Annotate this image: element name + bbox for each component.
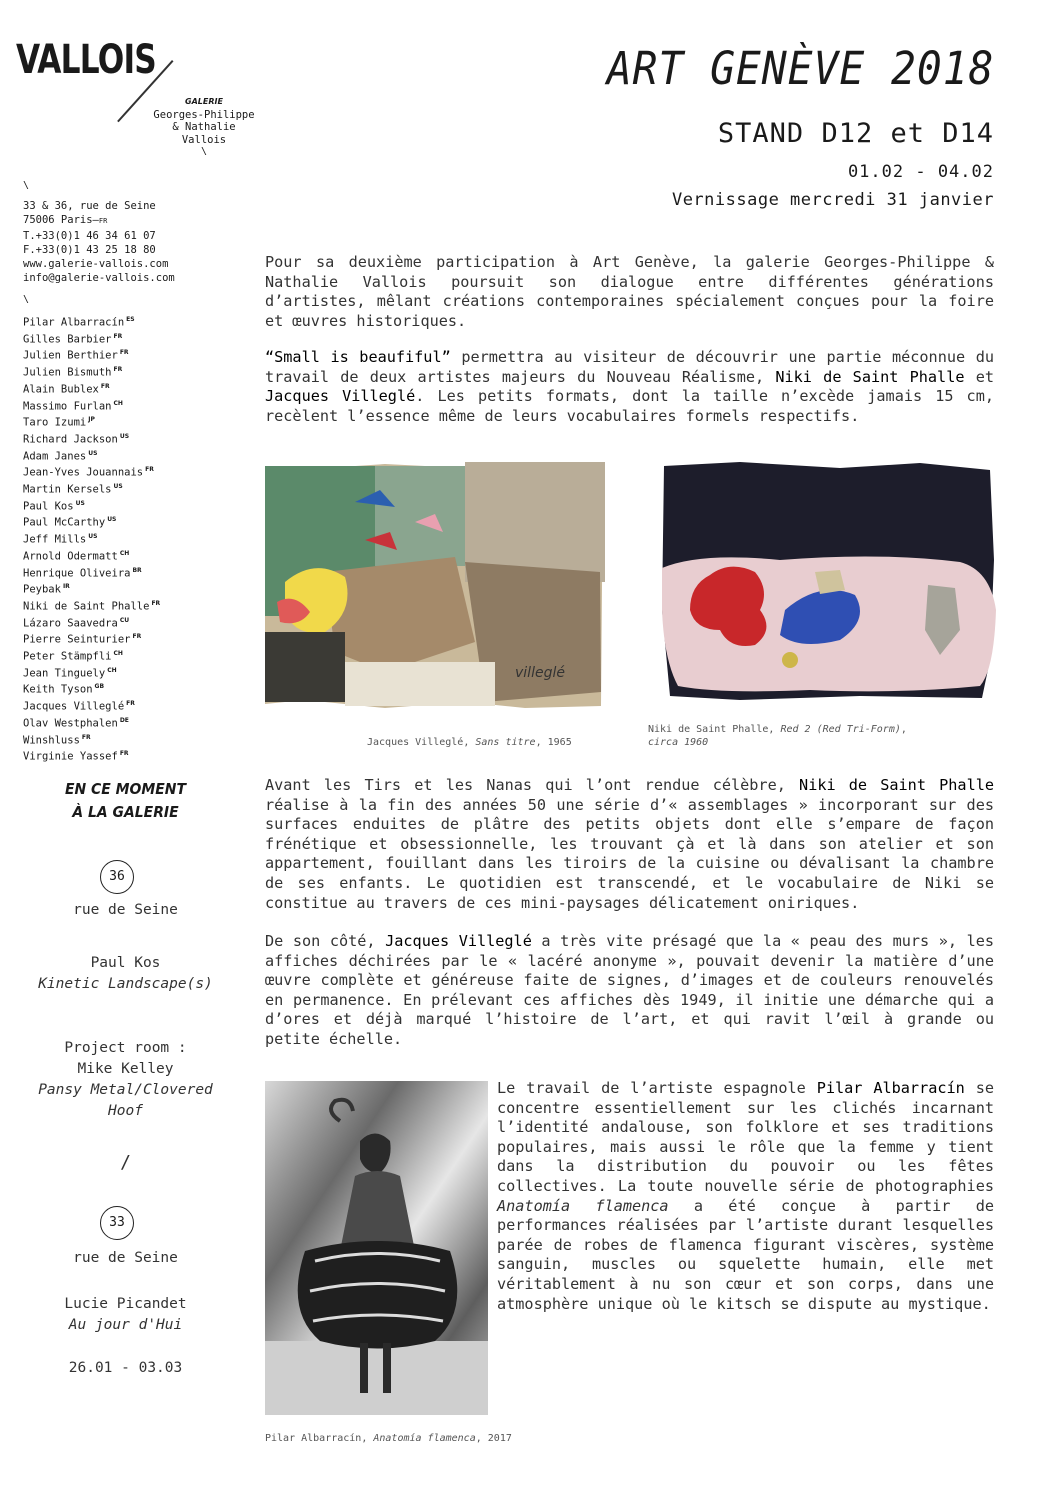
- artist-list-item[interactable]: [23, 564, 160, 581]
- country-code: CH: [113, 399, 123, 407]
- artist-list-item[interactable]: [23, 664, 160, 681]
- artist-name: Keith Tyson: [23, 683, 93, 696]
- artist-list-item[interactable]: [23, 330, 160, 347]
- artist-name: Pierre Seinturier: [23, 633, 131, 646]
- country-code: US: [113, 483, 123, 491]
- country-code: FR: [119, 750, 129, 758]
- artist-name: Pilar Albarracín: [816, 1079, 965, 1097]
- artist-list-item[interactable]: [23, 647, 160, 664]
- artist-name: Winshluss: [23, 734, 80, 747]
- heading-line: À LA GALERIE: [72, 803, 179, 821]
- artist-name: Julien Berthier: [23, 349, 118, 362]
- artist-list-item[interactable]: [23, 380, 160, 397]
- artist-list-item[interactable]: [23, 547, 160, 564]
- series-title: Anatomía flamenca: [497, 1196, 669, 1215]
- slash-mark: \: [23, 180, 30, 191]
- paragraph-text: et: [964, 367, 994, 386]
- exhibition-artist: Paul Kos: [90, 955, 161, 971]
- artist-name: Jeff Mills: [23, 533, 87, 546]
- paragraph-text: permettra au visiteur de découvrir une partie méconnue du travail de deux artistes majeurs du Nouveau Réalisme,: [265, 348, 994, 386]
- address-city: 75006 Paris—: [23, 214, 99, 227]
- artist-list-item[interactable]: [23, 497, 160, 514]
- country-code: US: [119, 432, 130, 440]
- artist-list-item[interactable]: [23, 614, 160, 631]
- gallery-name: [148, 96, 260, 158]
- artist-name: Paul Kos: [23, 500, 74, 513]
- caption-artist: Jacques Villeglé,: [367, 737, 476, 748]
- country-code: US: [88, 449, 98, 457]
- separator-slash: /: [120, 1152, 131, 1173]
- exhibition-artist: Mike Kelley: [77, 1061, 174, 1077]
- current-exhibitions-heading: [33, 778, 218, 824]
- country-code: FR: [145, 466, 154, 474]
- country-code: FR: [126, 700, 135, 708]
- address-line: 33 & 36, rue de Seine: [23, 200, 156, 212]
- country-code: FR: [132, 633, 142, 641]
- artist-name: Niki de Saint Phalle: [775, 367, 965, 386]
- artist-name: Virginie Yassef: [23, 750, 118, 763]
- country-code: FR: [113, 332, 123, 340]
- exhibition-dates: 26.01 - 03.03: [68, 1360, 183, 1376]
- niki-paragraph: [265, 776, 994, 913]
- gallery-label: GALERIE: [185, 97, 223, 106]
- contact-block: [23, 199, 175, 286]
- artist-name: Adam Janes: [23, 450, 87, 463]
- country-code: FR: [151, 599, 161, 607]
- heading-line: EN CE MOMENT: [64, 780, 187, 798]
- country-code: US: [75, 499, 85, 507]
- artist-name: Alain Bublex: [23, 383, 99, 396]
- country-code: FR: [98, 217, 108, 226]
- svg-text:villeglé: villeglé: [515, 665, 565, 681]
- artist-list-item[interactable]: [23, 680, 160, 697]
- artist-name: Lázaro Saavedra: [23, 617, 118, 630]
- artist-name: Peybak: [23, 583, 61, 596]
- artist-name: Peter Stämpfli: [23, 650, 112, 663]
- gallery-name-line: & Nathalie: [172, 121, 236, 133]
- gallery-name-line: Vallois: [181, 133, 227, 146]
- address-number-badge: 33: [100, 1206, 134, 1240]
- country-code: US: [107, 516, 117, 524]
- exhibition-block: [23, 953, 228, 995]
- country-code: CU: [119, 616, 130, 624]
- artist-list-item[interactable]: [23, 447, 160, 464]
- highlight-text: “Small is beaufiful”: [265, 348, 451, 366]
- artist-name: Jean Tinguely: [23, 667, 106, 680]
- country-code: CH: [113, 650, 123, 658]
- country-code: JP: [88, 416, 95, 424]
- paragraph-text: a été conçue à partir de performances réalisées par l’artiste durant lesquelles parée de robes de flamenca figurant viscères, système sanguin, muscles ou squelette humain, elle met véritablement à nu son cœur et son corps, dans une atmosphère unique où le kitsch se dispute au mystique.: [497, 1196, 995, 1313]
- gallery-name-line: Georges-Philippe: [153, 108, 255, 121]
- country-code: FR: [113, 366, 123, 374]
- slash-mark: \: [23, 294, 30, 305]
- country-code: DE: [119, 716, 129, 724]
- artist-name: Jacques Villeglé: [385, 932, 532, 950]
- artist-name: Gilles Barbier: [23, 333, 112, 346]
- paragraph-text: De son côté,: [265, 932, 386, 950]
- artist-name: Julien Bismuth: [23, 366, 112, 379]
- artist-list-item[interactable]: [23, 397, 160, 414]
- project-room-block: [23, 1038, 228, 1122]
- artist-name: Taro Izumi: [23, 416, 87, 429]
- artist-list-item[interactable]: [23, 513, 160, 530]
- niki-caption: [648, 723, 948, 749]
- artist-name: Henrique Oliveira: [23, 567, 131, 580]
- artist-name: Olav Westphalen: [23, 717, 118, 730]
- country-code: FR: [81, 733, 91, 741]
- albarracin-paragraph: [497, 1079, 994, 1314]
- country-code: FR: [100, 382, 110, 390]
- villegle-paragraph: [265, 932, 994, 1050]
- country-code: US: [88, 533, 98, 541]
- artist-name: Jacques Villeglé: [265, 387, 416, 406]
- artist-name: Pilar Albarracín: [23, 316, 125, 329]
- paragraph-text: Avant les Tirs et les Nanas qui l’ont rendue célèbre,: [265, 776, 800, 794]
- fax-number: F.+33(0)1 43 25 18 80: [23, 243, 156, 256]
- gallery-logo: VALLOIS: [16, 37, 156, 83]
- caption-year: , 1965: [535, 737, 572, 748]
- country-code: IR: [62, 583, 70, 591]
- country-code: ES: [126, 316, 135, 323]
- artist-list-item[interactable]: [23, 630, 160, 647]
- paragraph-text: réalise à la fin des années 50 une série d’« assemblages » incorporant sur des surfaces enduites de plâtre des petits objets dont elle s’empare de façon frénétique et obsessionnelle, les trouvant çà et là dans son atelier et son appartement, fouillant dans les tiroirs de la cuisine ou dévalisant la chambre de ses enfants. Le quotidien est transcendé, et le vocabulaire de Niki se constitue au travers de ces mini-paysages délicatement oniriques.: [265, 795, 994, 912]
- event-dates: 01.02 - 04.02: [847, 162, 994, 182]
- villegle-artwork-image: [265, 462, 605, 710]
- caption-title: Sans titre: [475, 737, 536, 748]
- exhibition-title: Pansy Metal/Clovered: [38, 1082, 213, 1098]
- albarracin-caption: [265, 1432, 512, 1445]
- exhibition-title: Kinetic Landscape(s): [38, 976, 213, 992]
- country-code: BR: [132, 566, 142, 574]
- caption-artist: Niki de Saint Phalle,: [648, 724, 781, 735]
- artist-list-item[interactable]: [23, 313, 160, 330]
- niki-artwork-image: [660, 460, 998, 703]
- artist-name: Richard Jackson: [23, 433, 118, 446]
- artist-list-item[interactable]: [23, 346, 160, 363]
- artist-name: Arnold Odermatt: [23, 550, 118, 563]
- country-code: CH: [107, 666, 117, 674]
- intro-paragraph: Pour sa deuxième participation à Art Genève, la galerie Georges-Philippe & Nathalie Vallois poursuit son dialogue entre différentes générations d’artistes, mêlant créations contemporaines spécialement conçues pour la foire et œuvres historiques.: [265, 253, 994, 330]
- small-is-beautiful-paragraph: [265, 348, 994, 426]
- artist-list-item[interactable]: [23, 580, 160, 597]
- artist-list-item[interactable]: [23, 714, 160, 731]
- paragraph-text: Le travail de l’artiste espagnole: [497, 1079, 817, 1097]
- villegle-caption: [367, 736, 572, 749]
- artist-list-item[interactable]: [23, 747, 160, 764]
- address-line: [23, 213, 175, 228]
- paragraph-text: . Les petits formats, dont la taille n’excède jamais 15 cm, recèlent l’essence même de leurs vocabulaires formels respectifs.: [265, 387, 994, 425]
- country-code: FR: [119, 349, 129, 357]
- albarracin-photo: [265, 1081, 488, 1415]
- artist-list-item[interactable]: [23, 363, 160, 380]
- project-room-label: Project room :: [64, 1040, 187, 1056]
- exhibition-block: [23, 1294, 228, 1336]
- country-code: CH: [119, 549, 130, 557]
- website-link[interactable]: www.galerie-vallois.com: [23, 258, 169, 271]
- artist-list-item[interactable]: [23, 530, 160, 547]
- caption-title: Red 2 (Red Tri-Form): [780, 724, 901, 735]
- address-number-badge: 36: [100, 860, 134, 894]
- artist-list-item[interactable]: [23, 731, 160, 748]
- artist-list-item[interactable]: [23, 463, 160, 480]
- artist-list-item[interactable]: [23, 480, 160, 497]
- artist-list-item[interactable]: [23, 430, 160, 447]
- artist-list-item[interactable]: [23, 413, 160, 430]
- exhibition-artist: Lucie Picandet: [64, 1296, 187, 1312]
- slash-mark: \: [200, 146, 208, 157]
- artist-name: Paul McCarthy: [23, 516, 106, 529]
- vernissage-date: Vernissage mercredi 31 janvier: [671, 190, 994, 210]
- artist-list-item[interactable]: [23, 597, 160, 614]
- artist-name: Jean-Yves Jouannais: [23, 466, 144, 479]
- exhibition-title: Au jour d'Hui: [68, 1317, 183, 1333]
- artist-name: Massimo Furlan: [23, 400, 112, 413]
- artist-name: Niki de Saint Phalle: [799, 776, 995, 794]
- caption-year: circa 1960: [648, 737, 709, 748]
- phone-number: T.+33(0)1 46 34 61 07: [23, 229, 156, 242]
- artist-name: Niki de Saint Phalle: [23, 600, 150, 613]
- exhibition-title: Hoof: [108, 1103, 143, 1119]
- artist-name: Martin Kersels: [23, 483, 112, 496]
- email-link[interactable]: info@galerie-vallois.com: [23, 272, 175, 285]
- caption-artist: Pilar Albarracín,: [265, 1433, 374, 1444]
- caption-year: , 2017: [475, 1433, 512, 1444]
- stand-number: STAND D12 et D14: [717, 118, 994, 149]
- artist-list: [23, 313, 160, 764]
- artist-list-item[interactable]: [23, 697, 160, 714]
- paragraph-text: se concentre essentiellement sur les clichés incarnant l’identité andalouse, son folklore et ses traditions populaires, mais aussi le rôle que la femme y tient dans la distribution du pouvoir ou les fêtes collectives. La toute nouvelle série de photographies: [497, 1079, 994, 1195]
- paragraph-text: a très vite présagé que la « peau des murs », les affiches déchirées par le « lacéré anonyme », pouvait devenir la matière d’une œuvre complète et généreuse faite de signes, d’images et de couleurs renouvelés en permanence. En prélevant ces affiches dès 1949, il initie une démarche qui a d’ores et déjà marqué l’histoire de l’art, et qui ravit l’œil à grande ou petite échelle.: [265, 932, 994, 1048]
- street-name: rue de Seine: [73, 1250, 178, 1266]
- caption-separator: ,: [900, 724, 907, 735]
- caption-title: Anatomía flamenca: [373, 1433, 476, 1444]
- country-code: GB: [94, 683, 105, 691]
- event-title: ART GENÈVE 2018: [606, 42, 994, 95]
- artist-name: Jacques Villeglé: [23, 700, 125, 713]
- street-name: rue de Seine: [73, 902, 178, 918]
